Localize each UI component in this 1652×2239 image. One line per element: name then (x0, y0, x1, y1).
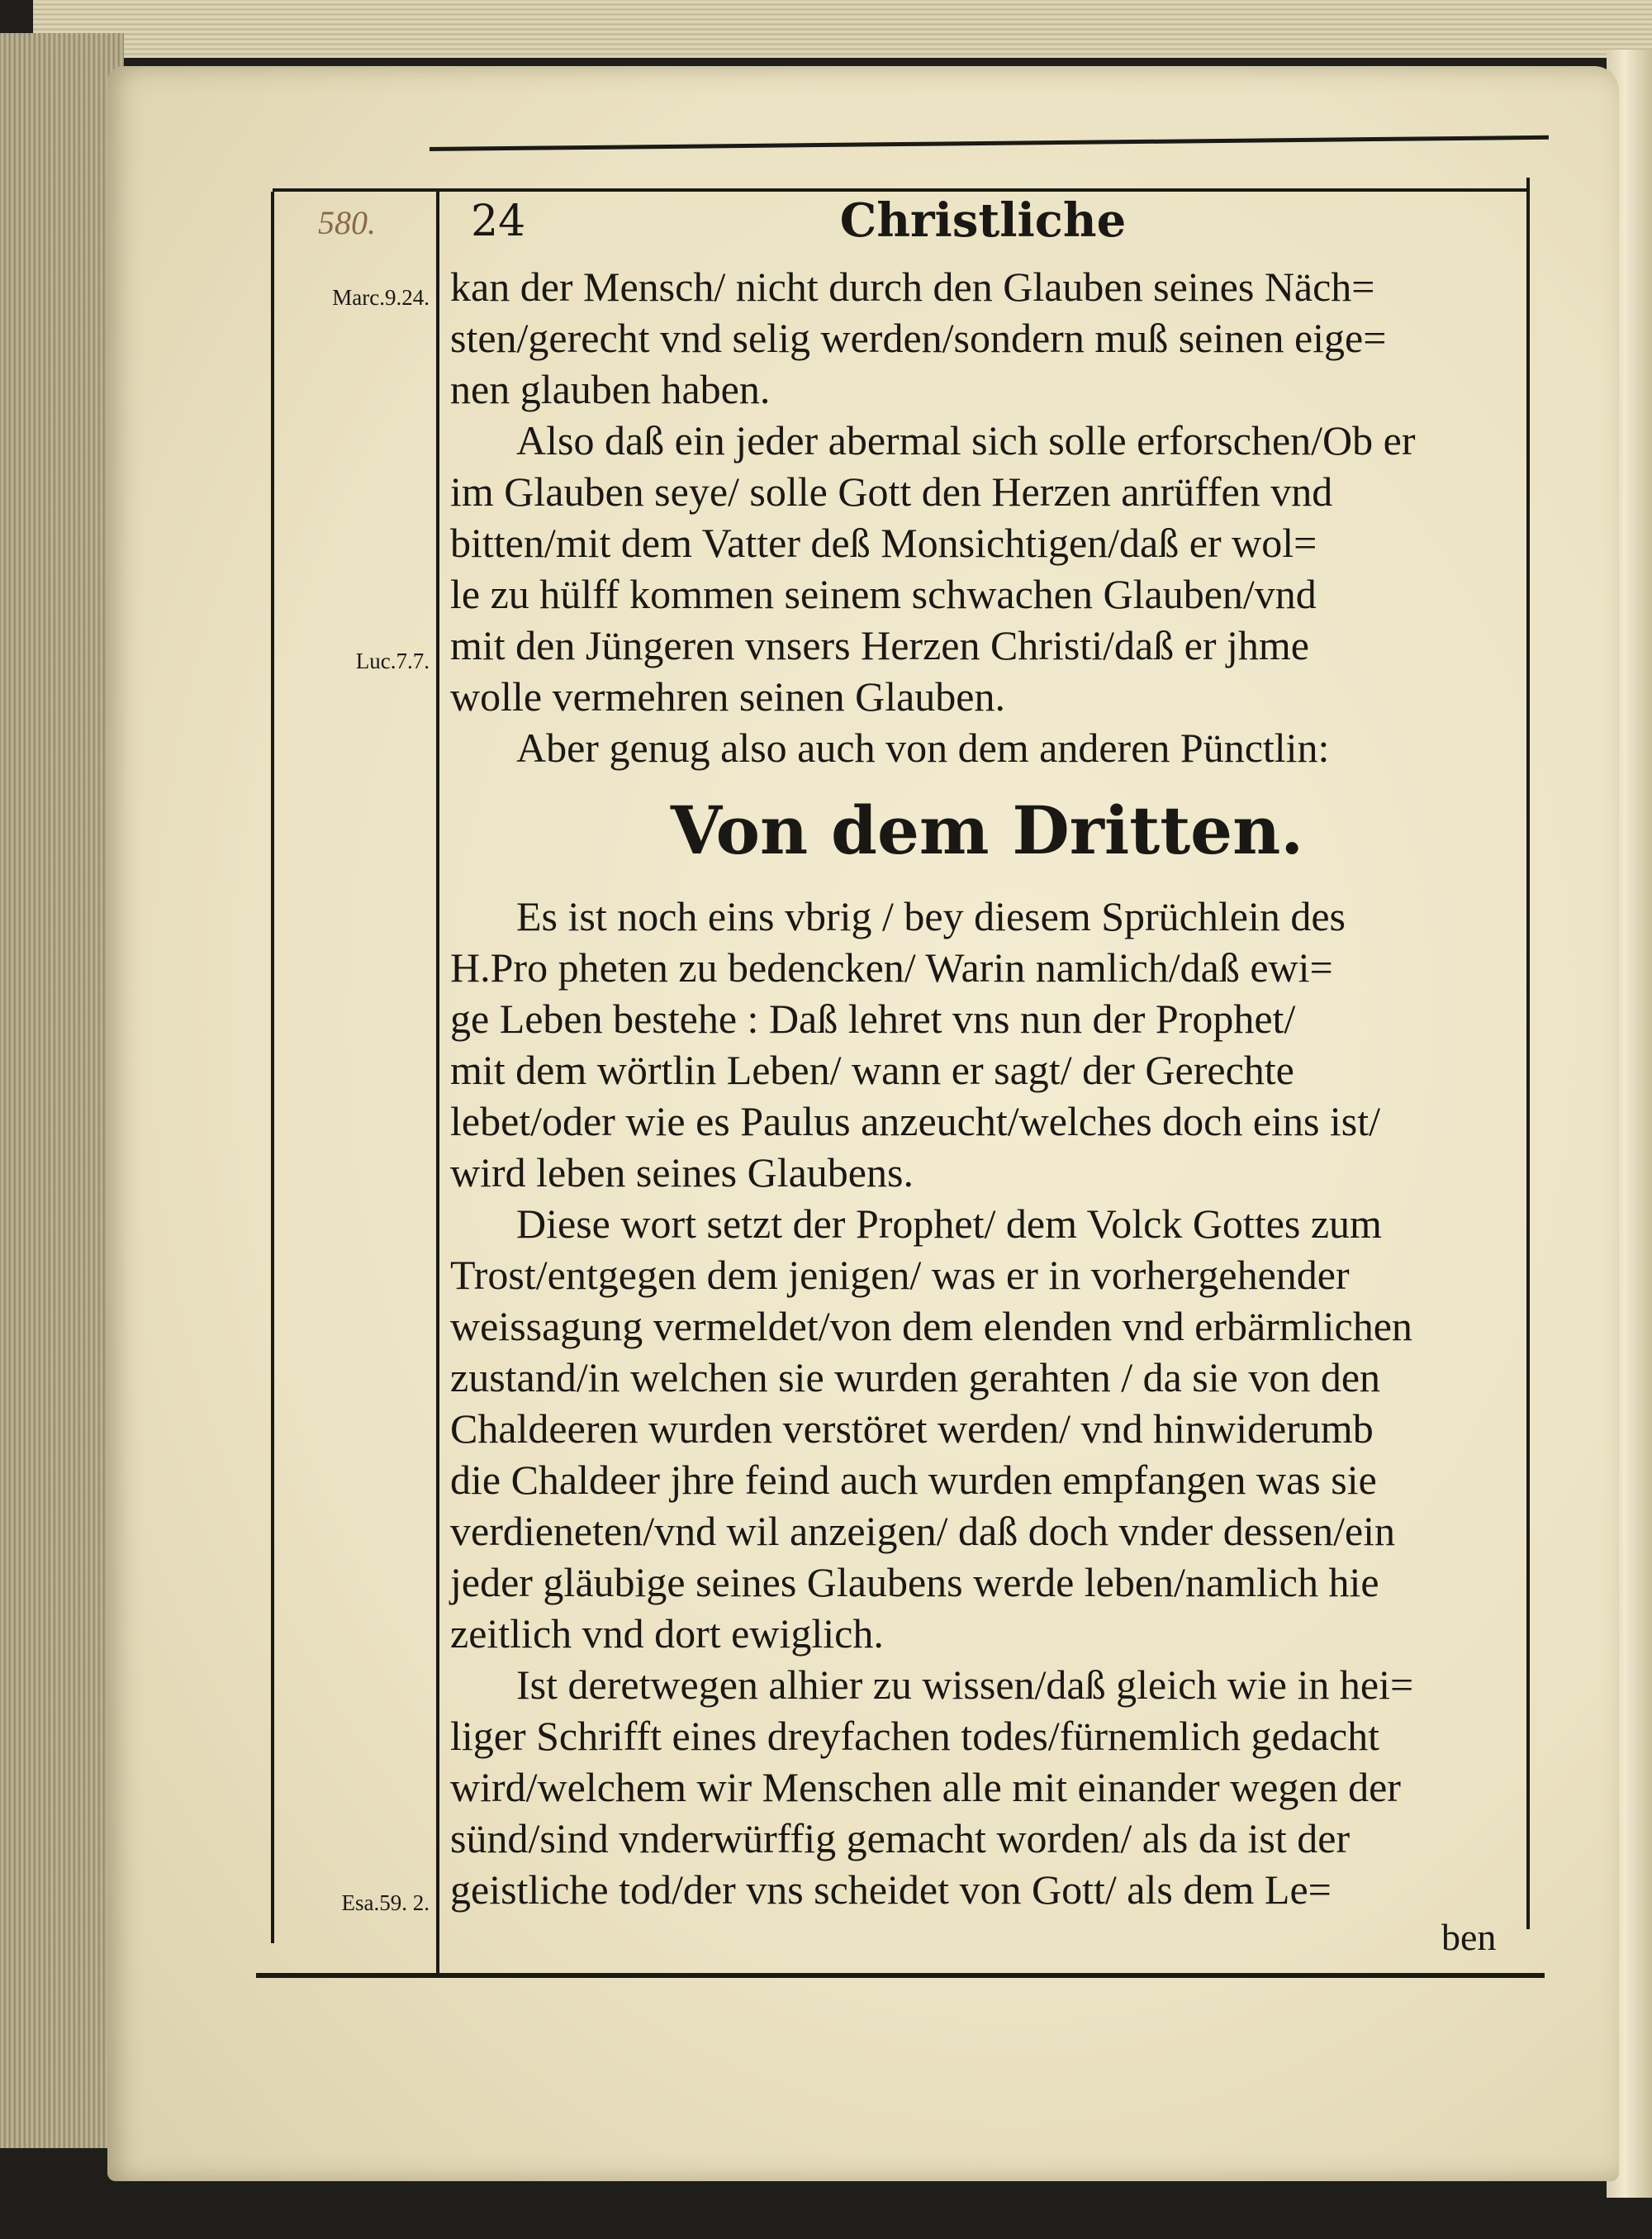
text-line: verdieneten/vnd wil anzeigen/ daß doch vnder dessen/ein (450, 1508, 1396, 1554)
text-line: le zu hülff kommen seinem schwachen Glauben/vnd (450, 571, 1317, 617)
frame-left-outer-rule (271, 192, 274, 1943)
book-top-edge (33, 0, 1652, 58)
text-line: jeder gläubige seines Glaubens werde leben/namlich hie (450, 1559, 1379, 1605)
text-line: ge Leben bestehe : Daß lehret vns nun der Prophet/ (450, 996, 1296, 1042)
text-line: nen glauben haben. (450, 366, 771, 412)
text-line: lebet/oder wie es Paulus anzeucht/welches doch eins ist/ (450, 1098, 1381, 1144)
catchword: ben (1441, 1916, 1497, 1958)
text-line: Chaldeeren wurden verstöret werden/ vnd hinwiderumb (450, 1405, 1374, 1452)
running-title: Christliche (839, 193, 1127, 248)
text-line: zeitlich vnd dort ewiglich. (450, 1610, 884, 1657)
text-line: H.Pro pheten zu bedencken/ Warin namlich/daß ewi= (450, 944, 1333, 991)
page-header (446, 193, 1520, 254)
text-line: wird/welchem wir Menschen alle mit einander wegen der (450, 1764, 1401, 1810)
text-line: Diese wort setzt der Prophet/ dem Volck Gottes zum (516, 1200, 1382, 1247)
text-line: Also daß ein jeder abermal sich solle erforschen/Ob er (516, 417, 1416, 463)
text-line: Aber genug also auch von dem anderen Pünctlin: (516, 725, 1330, 771)
section-heading: Von dem Dritten. (670, 791, 1304, 869)
frame-bottom-rule (256, 1973, 1545, 1978)
text-line: liger Schrifft eines dreyfachen todes/fürnemlich gedacht (450, 1713, 1380, 1759)
text-line: geistliche tod/der vns scheidet von Gott/ als dem Le= (450, 1866, 1332, 1913)
text-line: sünd/sind vnderwürffig gemacht worden/ als da ist der (450, 1815, 1351, 1861)
text-line: die Chaldeer jhre feind auch wurden empfangen was sie (450, 1457, 1377, 1503)
frame-left-inner-rule (436, 192, 439, 1976)
text-line: wird leben seines Glaubens. (450, 1149, 914, 1196)
text-line: bitten/mit dem Vatter deß Monsichtigen/daß er wol= (450, 520, 1317, 566)
text-line: mit den Jüngeren vnsers Herzen Christi/daß er jhme (450, 622, 1309, 668)
page-number: 24 (471, 197, 526, 246)
text-line: wolle vermehren seinen Glauben. (450, 673, 1005, 720)
margin-note: Esa.59. 2. (341, 1890, 430, 1915)
frame-right-rule (1526, 178, 1530, 1929)
text-line: Ist deretwegen alhier zu wissen/daß gleich wie in hei= (516, 1661, 1414, 1708)
text-line: weissagung vermeldet/von dem elenden vnd erbärmlichen (450, 1303, 1412, 1349)
frame-header-rule (273, 188, 1528, 192)
book-fore-edge (0, 33, 124, 2148)
text-line: Es ist noch eins vbrig / bey diesem Sprüchlein des (516, 893, 1346, 939)
margin-note: Marc.9.24. (332, 285, 430, 310)
text-line: zustand/in welchen sie wurden gerahten / da sie von den (450, 1354, 1381, 1400)
text-line: im Glauben seye/ solle Gott den Herzen anrüffen vnd (450, 468, 1333, 515)
text-line: mit dem wörtlin Leben/ wann er sagt/ der Gerechte (450, 1047, 1294, 1093)
manuscript-number: 580. (318, 204, 376, 241)
text-line: Trost/entgegen dem jenigen/ was er in vorhergehender (450, 1252, 1350, 1298)
text-line: sten/gerecht vnd selig werden/sondern muß seinen eige= (450, 315, 1387, 361)
text-line: kan der Mensch/ nicht durch den Glauben seines Näch= (450, 264, 1375, 310)
margin-note: Luc.7.7. (355, 649, 430, 673)
